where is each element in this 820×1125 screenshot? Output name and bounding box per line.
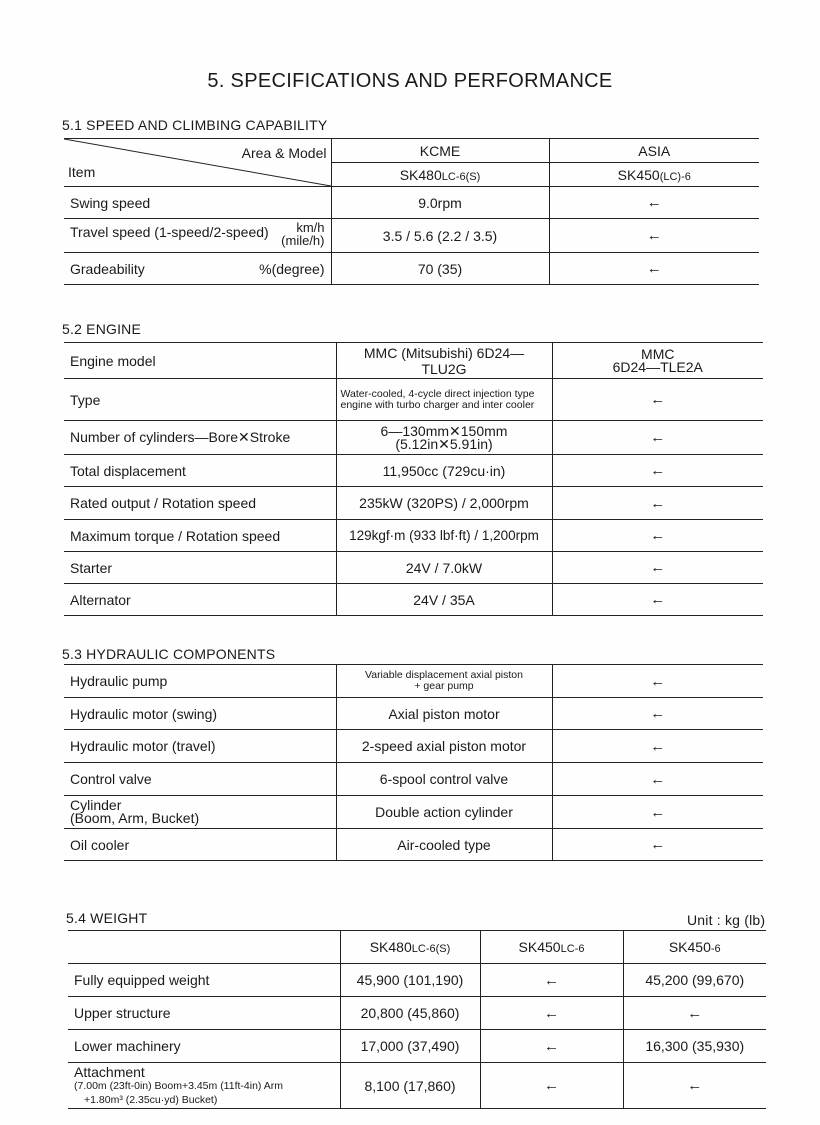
same-arrow: ←: [480, 964, 623, 997]
col-sk480: SK480LC-6(S): [340, 931, 480, 964]
same-arrow: ←: [552, 552, 763, 584]
col-sk450: SK450-6: [623, 931, 766, 964]
speed-table: [64, 138, 759, 285]
table-row: Hydraulic motor (swing) Axial piston motor ←: [64, 698, 763, 730]
unit-label: Unit : kg (lb): [687, 912, 766, 928]
table-row: Gradeability %(degree) 70 (35) ←: [64, 253, 759, 285]
same-arrow: ←: [552, 698, 763, 730]
same-arrow: ←: [623, 1063, 766, 1109]
diagonal-header-cell: [64, 139, 331, 187]
table-row: Maximum torque / Rotation speed 129kgf·m (933 lbf·ft) / 1,200rpm ←: [64, 520, 763, 552]
same-arrow: ←: [552, 520, 763, 552]
area-model-label: Area & Model: [241, 145, 327, 161]
table-row: Rated output / Rotation speed 235kW (320PS) / 2,000rpm ←: [64, 487, 763, 520]
table-row: Upper structure 20,800 (45,860) ← ←: [68, 997, 766, 1030]
model-sk480: SK480LC-6(S): [331, 163, 549, 187]
section-title-engine: 5.2 ENGINE: [62, 321, 142, 337]
same-arrow: ←: [552, 665, 763, 698]
same-arrow: ←: [549, 187, 759, 219]
table-row: Alternator 24V / 35A ←: [64, 584, 763, 616]
col-sk450lc: SK450LC-6: [480, 931, 623, 964]
table-row: Type Water-cooled, 4-cycle direct injection type engine with turbo charger and inter cooler ←: [64, 379, 763, 421]
table-row: Travel speed (1-speed/2-speed) km/h (mile/h) 3.5 / 5.6 (2.2 / 3.5) ←: [64, 219, 759, 253]
section-title-weight: 5.4 WEIGHT: [66, 910, 148, 926]
same-arrow: ←: [623, 997, 766, 1030]
table-row: Hydraulic pump Variable displacement axial piston + gear pump ←: [64, 665, 763, 698]
table-row: Lower machinery 17,000 (37,490) ← 16,300 (35,930): [68, 1030, 766, 1063]
table-row: Fully equipped weight 45,900 (101,190) ← 45,200 (99,670): [68, 964, 766, 997]
table-row: Cylinder (Boom, Arm, Bucket) Double action cylinder ←: [64, 796, 763, 829]
table-row: Oil cooler Air-cooled type ←: [64, 829, 763, 861]
same-arrow: ←: [552, 763, 763, 796]
same-arrow: ←: [552, 796, 763, 829]
same-arrow: ←: [480, 1030, 623, 1063]
table-row: Attachment (7.00m (23ft-0in) Boom+3.45m (11ft-4in) Arm +1.80m³ (2.35cu·yd) Bucket) 8,100 (17,860) ← ←: [68, 1063, 766, 1109]
same-arrow: ←: [552, 455, 763, 487]
page-title: 5. SPECIFICATIONS AND PERFORMANCE: [207, 70, 613, 92]
section-title-speed: 5.1 SPEED AND CLIMBING CAPABILITY: [62, 117, 328, 133]
same-arrow: ←: [552, 829, 763, 861]
hydraulic-table: [64, 664, 763, 861]
col-header-asia: ASIA: [549, 139, 759, 163]
item-label: Item: [68, 164, 96, 180]
same-arrow: ←: [480, 1063, 623, 1109]
same-arrow: ←: [552, 584, 763, 616]
same-arrow: ←: [549, 219, 759, 253]
section-title-hydraulic: 5.3 HYDRAULIC COMPONENTS: [62, 646, 276, 662]
table-row: Swing speed 9.0rpm ←: [64, 187, 759, 219]
model-sk450: SK450(LC)-6: [549, 163, 759, 187]
engine-table: [64, 342, 763, 616]
table-row: Number of cylinders—Bore✕Stroke 6—130mm✕150mm (5.12in✕5.91in) ←: [64, 421, 763, 455]
same-arrow: ←: [549, 253, 759, 285]
same-arrow: ←: [552, 730, 763, 763]
same-arrow: ←: [480, 997, 623, 1030]
same-arrow: ←: [552, 421, 763, 455]
table-row: Engine model MMC (Mitsubishi) 6D24—TLU2G MMC 6D24—TLE2A: [64, 343, 763, 379]
table-header-row: [68, 931, 766, 964]
table-row: Starter 24V / 7.0kW ←: [64, 552, 763, 584]
col-header-kcme: KCME: [331, 139, 549, 163]
table-row: Hydraulic motor (travel) 2-speed axial piston motor ←: [64, 730, 763, 763]
same-arrow: ←: [552, 487, 763, 520]
weight-table: [68, 930, 766, 1109]
table-row: Control valve 6-spool control valve ←: [64, 763, 763, 796]
same-arrow: ←: [552, 379, 763, 421]
table-row: Total displacement 11,950cc (729cu·in) ←: [64, 455, 763, 487]
